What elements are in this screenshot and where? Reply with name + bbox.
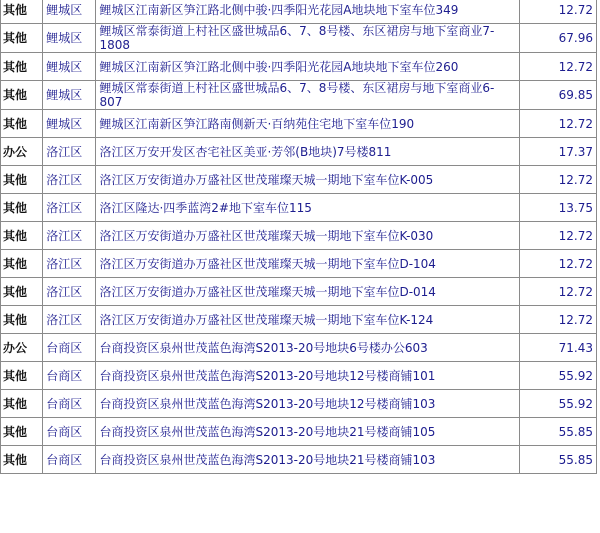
district-cell: 洛江区 [43, 138, 96, 166]
type-cell: 其他 [1, 222, 43, 250]
location-cell: 台商投资区泉州世茂蓝色海湾S2013-20号地块21号楼商铺103 [96, 446, 519, 474]
district-cell: 洛江区 [43, 194, 96, 222]
district-cell: 鲤城区 [43, 0, 96, 24]
area-cell: 12.72 [519, 166, 596, 194]
location-cell: 鲤城区江南新区笋江路北侧中骏·四季阳光花园A地块地下室车位260 [96, 53, 519, 81]
type-cell: 其他 [1, 53, 43, 81]
area-cell: 13.75 [519, 194, 596, 222]
area-cell: 17.37 [519, 138, 596, 166]
area-cell: 12.72 [519, 110, 596, 138]
district-cell: 洛江区 [43, 278, 96, 306]
district-cell: 台商区 [43, 334, 96, 362]
area-cell: 12.72 [519, 222, 596, 250]
location-cell: 洛江区万安街道办万盛社区世茂璀璨天城一期地下室车位K-124 [96, 306, 519, 334]
area-cell: 67.96 [519, 24, 596, 53]
area-cell: 12.72 [519, 0, 596, 24]
location-cell: 鲤城区江南新区笋江路南侧新天·百纳苑住宅地下室车位190 [96, 110, 519, 138]
table-row [1, 0, 597, 24]
type-cell: 其他 [1, 0, 43, 24]
district-cell: 鲤城区 [43, 53, 96, 81]
area-cell: 55.92 [519, 390, 596, 418]
area-cell: 12.72 [519, 278, 596, 306]
district-cell: 鲤城区 [43, 110, 96, 138]
table-row [1, 222, 597, 250]
location-cell: 鲤城区常泰街道上村社区盛世城品6、7、8号楼、东区裙房与地下室商业7-1808 [96, 24, 519, 53]
watermark-overlay [504, 483, 594, 509]
district-cell: 鲤城区 [43, 81, 96, 110]
location-cell: 洛江区万安街道办万盛社区世茂璀璨天城一期地下室车位D-014 [96, 278, 519, 306]
location-cell: 台商投资区泉州世茂蓝色海湾S2013-20号地块21号楼商铺105 [96, 418, 519, 446]
area-cell: 12.72 [519, 53, 596, 81]
location-cell: 鲤城区常泰街道上村社区盛世城品6、7、8号楼、东区裙房与地下室商业6-807 [96, 81, 519, 110]
location-cell: 洛江区万安街道办万盛社区世茂璀璨天城一期地下室车位D-104 [96, 250, 519, 278]
district-cell: 洛江区 [43, 250, 96, 278]
location-cell: 台商投资区泉州世茂蓝色海湾S2013-20号地块12号楼商铺101 [96, 362, 519, 390]
area-cell: 71.43 [519, 334, 596, 362]
table-row [1, 166, 597, 194]
location-cell: 台商投资区泉州世茂蓝色海湾S2013-20号地块6号楼办公603 [96, 334, 519, 362]
location-cell: 台商投资区泉州世茂蓝色海湾S2013-20号地块12号楼商铺103 [96, 390, 519, 418]
table-row [1, 446, 597, 474]
table-row [1, 250, 597, 278]
type-cell: 其他 [1, 390, 43, 418]
type-cell: 其他 [1, 194, 43, 222]
table-row [1, 390, 597, 418]
table-row [1, 81, 597, 110]
location-cell: 鲤城区江南新区笋江路北侧中骏·四季阳光花园A地块地下室车位349 [96, 0, 519, 24]
property-table-body [1, 0, 597, 474]
type-cell: 其他 [1, 166, 43, 194]
table-row [1, 110, 597, 138]
location-cell: 洛江区万安街道办万盛社区世茂璀璨天城一期地下室车位K-030 [96, 222, 519, 250]
table-row [1, 362, 597, 390]
district-cell: 洛江区 [43, 166, 96, 194]
type-cell: 其他 [1, 81, 43, 110]
type-cell: 其他 [1, 250, 43, 278]
area-cell: 55.85 [519, 418, 596, 446]
type-cell: 其他 [1, 110, 43, 138]
type-cell: 其他 [1, 446, 43, 474]
table-row [1, 138, 597, 166]
district-cell: 鲤城区 [43, 24, 96, 53]
location-cell: 洛江区万安街道办万盛社区世茂璀璨天城一期地下室车位K-005 [96, 166, 519, 194]
area-cell: 12.72 [519, 250, 596, 278]
type-cell: 其他 [1, 278, 43, 306]
area-cell: 12.72 [519, 306, 596, 334]
area-cell: 55.92 [519, 362, 596, 390]
type-cell: 其他 [1, 362, 43, 390]
type-cell: 办公 [1, 334, 43, 362]
district-cell: 洛江区 [43, 222, 96, 250]
district-cell: 洛江区 [43, 306, 96, 334]
location-cell: 洛江区隆达·四季蓝湾2#地下室车位115 [96, 194, 519, 222]
table-row [1, 24, 597, 53]
type-cell: 其他 [1, 418, 43, 446]
area-cell: 55.85 [519, 446, 596, 474]
district-cell: 台商区 [43, 418, 96, 446]
table-row [1, 278, 597, 306]
district-cell: 台商区 [43, 390, 96, 418]
area-cell: 69.85 [519, 81, 596, 110]
table-row [1, 418, 597, 446]
district-cell: 台商区 [43, 446, 96, 474]
table-row [1, 334, 597, 362]
type-cell: 办公 [1, 138, 43, 166]
location-cell: 洛江区万安开发区杏宅社区美亚·芳邻(B地块)7号楼811 [96, 138, 519, 166]
table-row [1, 306, 597, 334]
table-row [1, 53, 597, 81]
district-cell: 台商区 [43, 362, 96, 390]
type-cell: 其他 [1, 306, 43, 334]
type-cell: 其他 [1, 24, 43, 53]
table-row [1, 194, 597, 222]
